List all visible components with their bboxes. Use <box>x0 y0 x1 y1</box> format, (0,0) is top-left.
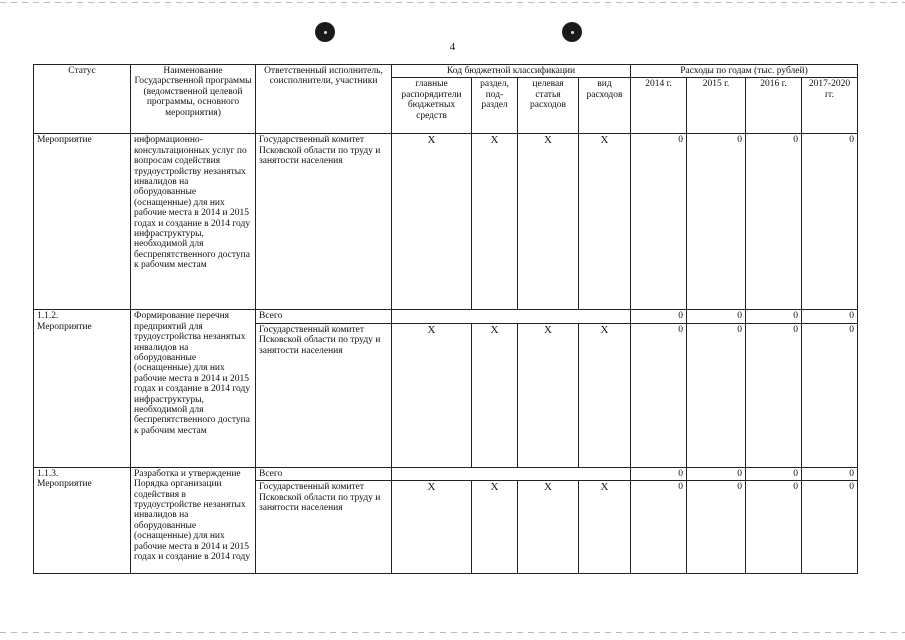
budget-table <box>33 64 858 574</box>
code-cell: X <box>518 323 579 467</box>
total-label: Всего <box>256 310 392 323</box>
code-cell: X <box>392 323 472 467</box>
header-row-1 <box>34 65 858 78</box>
header-status: Статус <box>34 65 131 134</box>
status-cell <box>34 467 131 573</box>
name-cell: информационно-консультационных услуг по вопросам содействия трудоустройству незанятых инвалидов на оборудованные (оснащенные) для них рабочие места в 2014 и 2015 годах и создание в 2014 году инфраструктуры, необходимой для беспрепятственного доступа к рабочим местам <box>131 134 256 310</box>
code-cell: X <box>472 323 518 467</box>
total-code-cell <box>392 467 631 480</box>
value-cell: 0 <box>631 134 687 310</box>
item-status: Мероприятие <box>37 321 92 332</box>
header-vid-rashodov: вид расходов <box>579 78 631 134</box>
total-value-cell: 0 <box>746 310 802 323</box>
total-value-cell: 0 <box>631 467 687 480</box>
table-row <box>34 134 858 310</box>
binder-hole-left <box>315 22 335 42</box>
header-name: Наименование Государственной программы (ведомственной целевой программы, основного мероприятия) <box>131 65 256 134</box>
code-cell: X <box>392 134 472 310</box>
code-cell: X <box>392 481 472 574</box>
code-cell: X <box>518 481 579 574</box>
value-cell: 0 <box>687 323 746 467</box>
table-row-total <box>34 310 858 323</box>
value-cell: 0 <box>687 481 746 574</box>
binder-hole-right <box>562 22 582 42</box>
total-value-cell: 0 <box>687 310 746 323</box>
value-cell: 0 <box>631 481 687 574</box>
header-budget-code: Код бюджетной классификации <box>392 65 631 78</box>
code-cell: X <box>518 134 579 310</box>
scan-edge-top <box>0 2 905 3</box>
header-year-2017-2020: 2017-2020 гг. <box>802 78 858 134</box>
code-cell: X <box>579 323 631 467</box>
item-code: 1.1.3. <box>37 468 59 479</box>
value-cell: 0 <box>746 481 802 574</box>
code-cell: X <box>472 134 518 310</box>
executor-cell: Государственный комитет Псковской области по труду и занятости населения <box>256 134 392 310</box>
code-cell: X <box>579 134 631 310</box>
header-year-2016: 2016 г. <box>746 78 802 134</box>
value-cell: 0 <box>802 323 858 467</box>
executor-cell: Государственный комитет Псковской области по труду и занятости населения <box>256 323 392 467</box>
status-cell <box>34 310 131 467</box>
header-year-2015: 2015 г. <box>687 78 746 134</box>
value-cell: 0 <box>802 134 858 310</box>
status-cell: Мероприятие <box>34 134 131 310</box>
code-cell: X <box>579 481 631 574</box>
value-cell: 0 <box>746 323 802 467</box>
value-cell: 0 <box>687 134 746 310</box>
name-cell: Разработка и утверждение Порядка организации содействия в трудоустройстве незанятых инвалидов на оборудованные (оснащенные) для них рабочие места в 2014 и 2015 годах и создание в 2014 году <box>131 467 256 573</box>
header-year-2014: 2014 г. <box>631 78 687 134</box>
value-cell: 0 <box>746 134 802 310</box>
item-code: 1.1.2. <box>37 311 59 322</box>
item-status: Мероприятие <box>37 479 92 490</box>
value-cell: 0 <box>631 323 687 467</box>
code-cell: X <box>472 481 518 574</box>
total-value-cell: 0 <box>687 467 746 480</box>
value-cell: 0 <box>802 481 858 574</box>
page-number: 4 <box>449 41 456 53</box>
total-label: Всего <box>256 467 392 480</box>
header-celevaya-statya: целевая статья расходов <box>518 78 579 134</box>
table-row-total <box>34 467 858 480</box>
scan-edge-bottom <box>0 632 905 633</box>
name-cell: Формирование перечня предприятий для трудоустройства незанятых инвалидов на оборудованные (оснащенные) для них рабочие места в 2014 и 2015 годах и создание в 2014 году инфраструктуры, необходимой для беспрепятственного доступа к рабочим местам <box>131 310 256 467</box>
header-gl-rasp: главные распорядители бюджетных средств <box>392 78 472 134</box>
total-value-cell: 0 <box>802 310 858 323</box>
total-value-cell: 0 <box>802 467 858 480</box>
total-value-cell: 0 <box>631 310 687 323</box>
total-code-cell <box>392 310 631 323</box>
header-responsible: Ответственный исполнитель, соисполнители, участники <box>256 65 392 134</box>
header-razdel: раздел, под-раздел <box>472 78 518 134</box>
header-expenses: Расходы по годам (тыс. рублей) <box>631 65 858 78</box>
total-value-cell: 0 <box>746 467 802 480</box>
executor-cell: Государственный комитет Псковской области по труду и занятости населения <box>256 481 392 574</box>
